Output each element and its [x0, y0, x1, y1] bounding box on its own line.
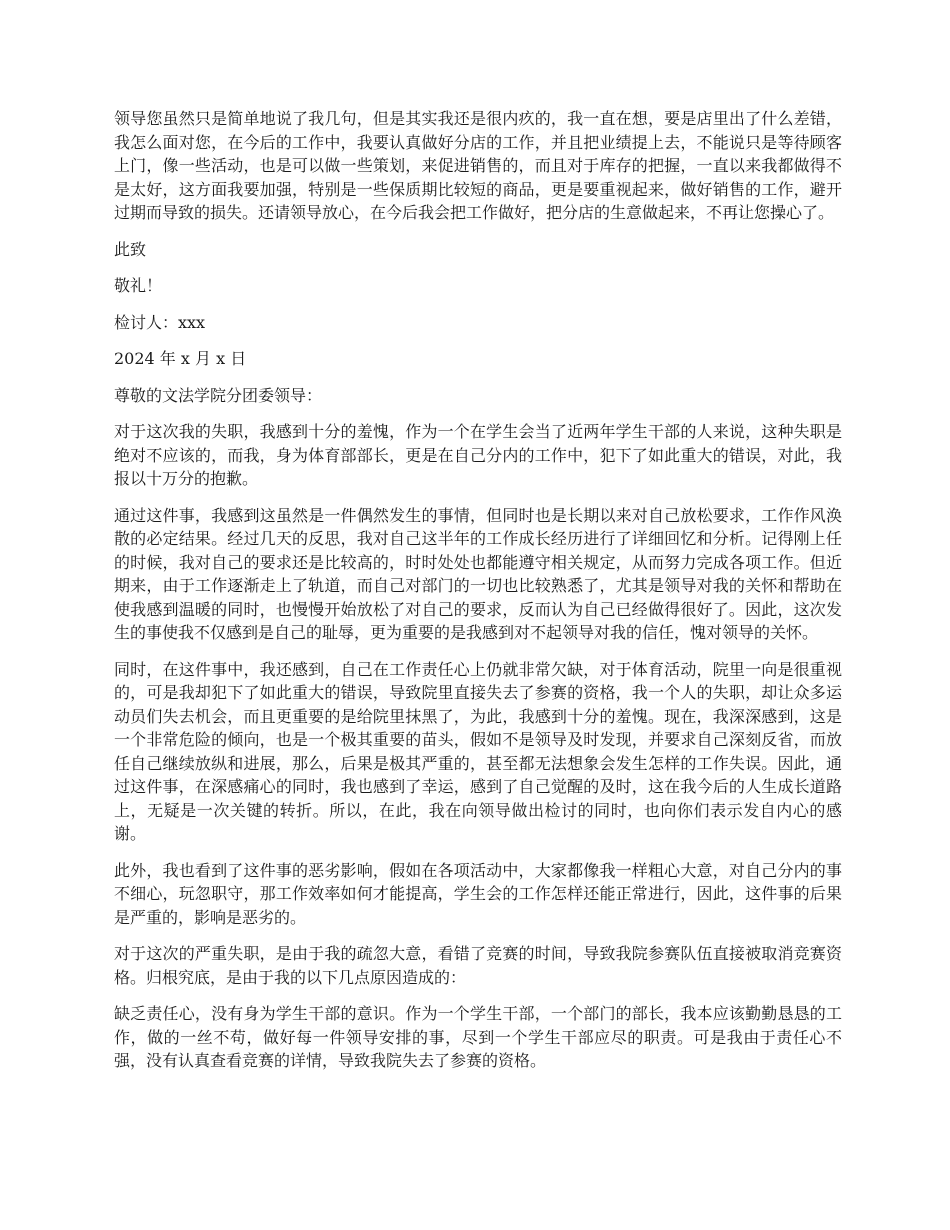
- closing-cizhi: 此致: [114, 239, 147, 259]
- document-page: [114, 107, 842, 1086]
- paragraph-shame: 对于这次我的失职，我感到十分的羞愧，作为一个在学生会当了近两年学生干部的人来说，这种失职是绝对不应该的，而我，身为体育部部长，更是在自己分内的工作中，犯下了如此重大的错误，对此，我报以十万分的抱歉。: [114, 422, 842, 488]
- salutation: 尊敬的文法学院分团委领导：: [114, 385, 323, 405]
- paragraph-impact: 此外，我也看到了这件事的恶劣影响，假如在各项活动中，大家都像我一样粗心大意，对自己分内的事不细心，玩忽职守，那工作效率如何才能提高，学生会的工作怎样还能正常进行，因此，这件事的后果是严重的，影响是恶劣的。: [114, 860, 842, 927]
- paragraph-apology-to-leader: 领导您虽然只是简单地说了我几句，但是其实我还是很内疚的，我一直在想，要是店里出了什么差错，我怎么面对您，在今后的工作中，我要认真做好分店的工作，并且把业绩提上去，不能说只是等待顾客上门，像一些活动，也是可以做一些策划，来促进销售的，而且对于库存的把握，一直以来我都做得不是太好，这方面我要加强，特别是一些保质期比较短的商品，更是要重视起来，做好销售的工作，避开过期而导致的损失。还请领导放心，在今后我会把工作做好，把分店的生意做起来，不再让您操心了。: [114, 109, 842, 222]
- paragraph-responsibility: 同时，在这件事中，我还感到，自己在工作责任心上仍就非常欠缺，对于体育活动，院里一向是很重视的，可是我却犯下了如此重大的错误，导致院里直接失去了参赛的资格，我一个人的失职，却让众多运动员们失去机会，而且更重要的是给院里抹黑了，为此，我感到十分的羞愧。现在，我深深感到，这是一个非常危险的倾向，也是一个极其重要的苗头，假如不是领导及时发现，并要求自己深刻反省，而放任自己继续放纵和进展，那么，后果是极其严重的，甚至都无法想象会发生怎样的工作失误。因此，通过这件事，在深感痛心的同时，我也感到了幸运，感到了自己觉醒的及时，这在我今后的人生成长道路上，无疑是一次关键的转折。所以，在此，我在向领导做出检讨的同时，也向你们表示发自内心的感谢。: [114, 659, 842, 843]
- paragraph-lack-of-responsibility: 缺乏责任心，没有身为学生干部的意识。作为一个学生干部，一个部门的部长，我本应该勤勤恳恳的工作，做的一丝不苟，做好每一件领导安排的事，尽到一个学生干部应尽的职责。可是我由于责任心不强，没有认真查看竞赛的详情，导致我院失去了参赛的资格。: [114, 1004, 842, 1070]
- paragraph-cause-intro: 对于这次的严重失职，是由于我的疏忽大意，看错了竞赛的时间，导致我院参赛队伍直接被取消竞赛资格。归根究底，是由于我的以下几点原因造成的：: [114, 944, 842, 987]
- closing-jingli: 敬礼！: [114, 276, 163, 295]
- date-line: 2024 年 x 月 x 日: [114, 349, 247, 368]
- paragraph-reflection: 通过这件事，我感到这虽然是一件偶然发生的事情，但同时也是长期以来对自己放松要求，工作作风涣散的必定结果。经过几天的反思，我对自己这半年的工作成长经历进行了详细回忆和分析。记得刚上任的时候，我对自己的要求还是比较高的，时时处处也都能遵守相关规定，从而努力完成各项工作。但近期来，由于工作逐渐走上了轨道，而自己对部门的一切也比较熟悉了，尤其是领导对我的关怀和帮助在使我感到温暖的同时，也慢慢开始放松了对自己的要求，反而认为自己已经做得很好了。因此，这次发生的事使我不仅感到是自己的耻辱，更为重要的是我感到对不起领导对我的信任，愧对领导的关怀。: [114, 505, 842, 642]
- signature-line: 检讨人：xxx: [114, 312, 206, 332]
